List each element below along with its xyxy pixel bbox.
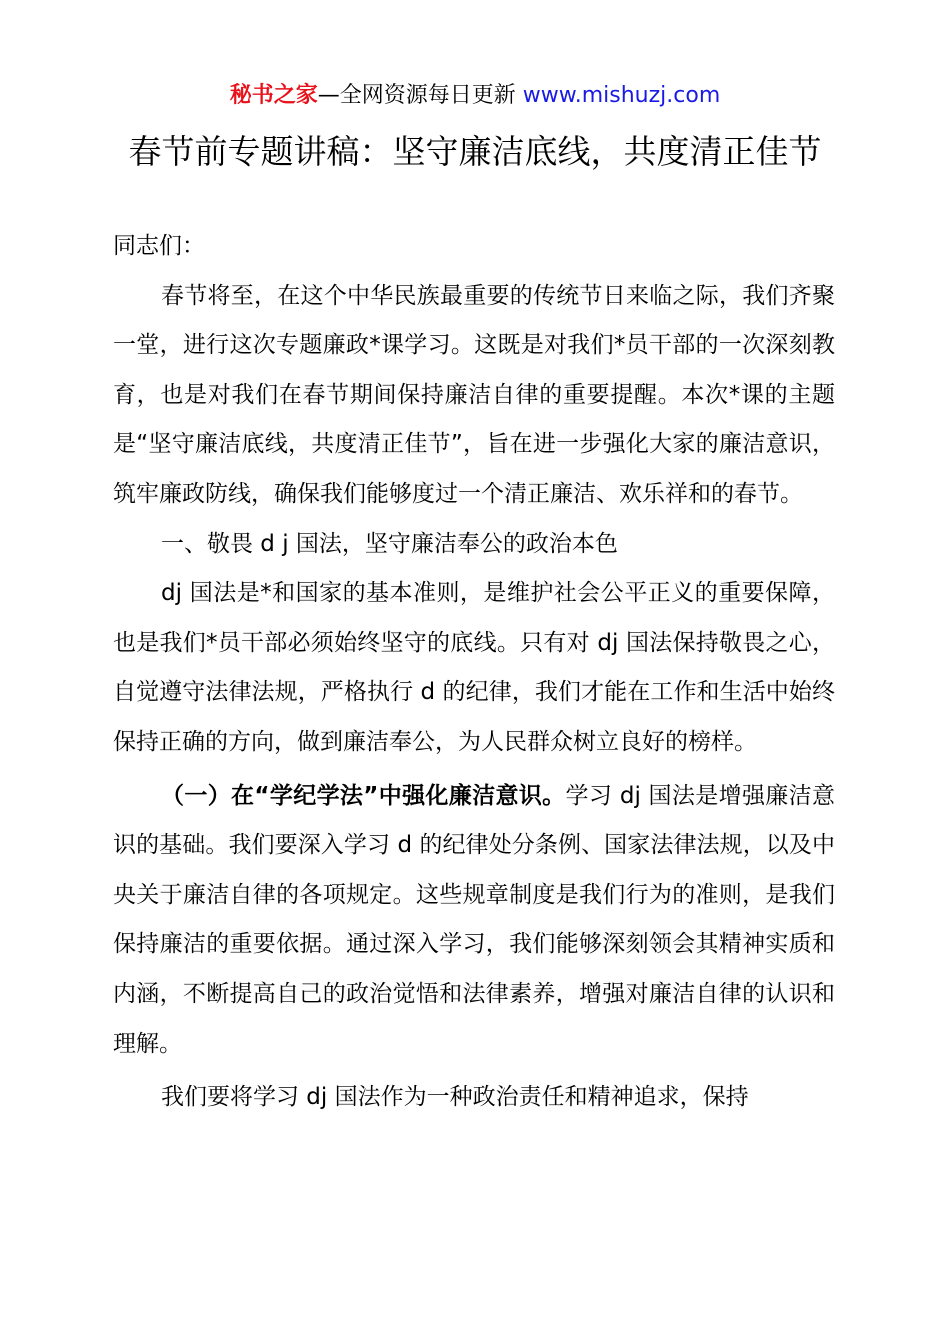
- document-title: 春节前专题讲稿：坚守廉洁底线，共度清正佳节: [128, 132, 822, 171]
- paragraph-section-1: dj 国法是*和国家的基本准则，是维护社会公平正义的重要保障，也是我们*员干部必须始终坚守的底线。只有对 dj 国法保持敬畏之心，自觉遵守法律法规，严格执行 d 的纪律，我们才能在工作和生活中始终保持正确的方向，做到廉洁奉公，为人民群众树立良好的榜样。: [113, 580, 835, 755]
- section-heading-1: 一、敬畏 d j 国法，坚守廉洁奉公的政治本色: [161, 530, 618, 557]
- site-tagline: —全网资源每日更新: [317, 83, 523, 108]
- document-body: [113, 222, 835, 1123]
- paragraph-subsection-1: [113, 772, 835, 1070]
- site-url-link[interactable]: www.mishuzj.com: [522, 83, 721, 108]
- paragraph-intro: 春节将至，在这个中华民族最重要的传统节日来临之际，我们齐聚一堂，进行这次专题廉政*课学习。这既是对我们*员干部的一次深刻教育，也是对我们在春节期间保持廉洁自律的重要提醒。本次*课的主题是“坚守廉洁底线，共度清正佳节”，旨在进一步强化大家的廉洁意识，筑牢廉政防线，确保我们能够度过一个清正廉洁、欢乐祥和的春节。: [113, 282, 835, 507]
- salutation: 同志们：: [113, 233, 205, 259]
- site-header: [0, 80, 950, 112]
- paragraph-continuation: 我们要将学习 dj 国法作为一种政治责任和精神追求，保持: [161, 1084, 749, 1111]
- subsection-heading-1: （一）在“学纪学法”中强化廉洁意识。: [161, 782, 566, 809]
- subsection-text-1: 学习 dj 国法是增强廉洁意识的基础。我们要深入学习 d 的纪律处分条例、国家法律法规，以及中央关于廉洁自律的各项规定。这些规章制度是我们行为的准则，是我们保持廉洁的重要依据。通过深入学习，我们能够深刻领会其精神实质和内涵，不断提高自己的政治觉悟和法律素养，增强对廉洁自律的认识和理解。: [113, 782, 835, 1057]
- site-brand: 秘书之家: [229, 83, 318, 108]
